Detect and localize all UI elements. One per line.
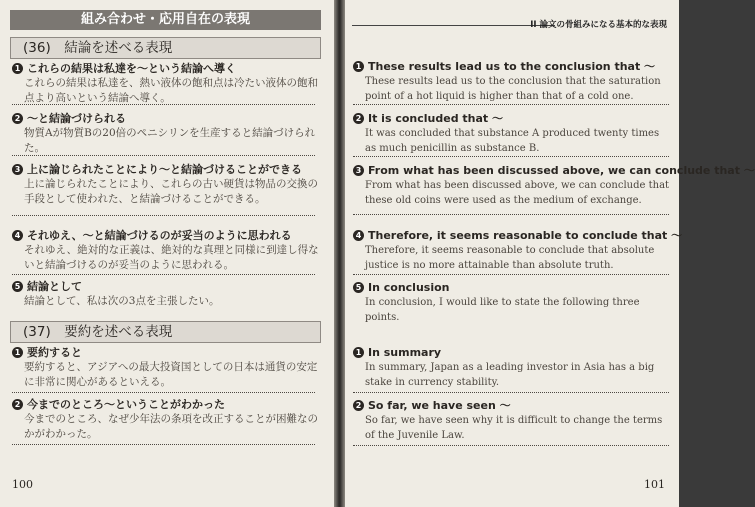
entry-en-7 — [353, 399, 671, 443]
running-head-text: II 論文の骨組みになる基本的な表現 — [530, 20, 667, 30]
entry-heading — [12, 280, 322, 294]
dotted-divider — [353, 214, 669, 215]
dotted-divider — [353, 445, 669, 446]
entry-heading — [353, 346, 671, 360]
entry-heading — [353, 112, 671, 126]
dotted-divider — [12, 215, 315, 216]
entry-phrase: 今までのところ〜ということがわかった — [27, 398, 225, 411]
entry-jp-36-5 — [12, 280, 322, 309]
right-page — [345, 0, 755, 507]
entry-en-1 — [353, 60, 671, 104]
chapter-band: 組み合わせ・応用自在の表現 — [10, 10, 321, 30]
entry-example: In conclusion, I would like to state the following three points. — [365, 297, 640, 323]
entry-phrase: So far, we have seen 〜 — [368, 399, 511, 412]
number-badge: 4 — [353, 230, 364, 241]
entry-phrase: Therefore, it seems reasonable to conclude that 〜 — [368, 229, 683, 242]
entry-phrase: It is concluded that 〜 — [368, 112, 503, 125]
entry-heading — [353, 164, 755, 178]
entry-heading — [353, 229, 683, 243]
entry-heading — [12, 398, 322, 412]
entry-jp-36-3 — [12, 163, 322, 207]
page-number: 101 — [644, 478, 665, 491]
section-heading-37: (37) 要約を述べる表現 — [10, 321, 321, 343]
entry-example: それゆえ、絶対的な正義は、絶対的な真理と同様に到達し得ないと結論づけるのが妥当のように思われる。 — [24, 244, 319, 271]
entry-phrase: In conclusion — [368, 281, 450, 294]
dotted-divider — [353, 156, 669, 157]
entry-heading — [12, 112, 322, 126]
entry-example: In summary, Japan as a leading investor in Asia has a big stake in currency stability. — [365, 362, 655, 388]
dotted-divider — [12, 155, 315, 156]
number-badge: 1 — [12, 347, 23, 358]
entry-heading — [353, 60, 671, 74]
entry-jp-36-4 — [12, 229, 322, 273]
number-badge: 1 — [353, 347, 364, 358]
number-badge: 4 — [12, 230, 23, 241]
dotted-divider — [353, 274, 669, 275]
entry-example: Therefore, it seems reasonable to conclude that absolute justice is no more attainable than absolute truth. — [365, 245, 655, 271]
entry-phrase: 上に論じられたことにより〜と結論づけることができる — [27, 163, 302, 176]
entry-example: これらの結果は私達を、熱い液体の飽和点は冷たい液体の飽和点より高いという結論へ導く。 — [24, 77, 318, 104]
entry-phrase: 結論として — [27, 280, 82, 293]
dotted-divider — [353, 392, 669, 393]
entry-example: So far, we have seen why it is difficult to change the terms of the Juvenile Law. — [365, 415, 663, 441]
dotted-divider — [12, 274, 315, 275]
entry-en-3 — [353, 164, 755, 208]
entry-phrase: これらの結果は私達を〜という結論へ導く — [27, 62, 236, 75]
dotted-divider — [12, 392, 315, 393]
entry-jp-36-2 — [12, 112, 322, 156]
entry-heading — [12, 163, 322, 177]
entry-phrase: From what has been discussed above, we can conclude that 〜 — [368, 164, 755, 177]
number-badge: 2 — [353, 113, 364, 124]
entry-example: From what has been discussed above, we can conclude that these old coins were used as the medium of exchange. — [365, 180, 670, 206]
entry-jp-37-1 — [12, 346, 322, 390]
number-badge: 5 — [12, 281, 23, 292]
entry-example: 結論として、私は次の3点を主張したい。 — [24, 295, 220, 307]
book-gutter — [334, 0, 345, 507]
entry-example: These results lead us to the conclusion that the saturation point of a hot liquid is higher than that of a cold one. — [365, 76, 661, 102]
entry-phrase: In summary — [368, 346, 442, 359]
entry-phrase: These results lead us to the conclusion that 〜 — [368, 60, 656, 73]
entry-phrase: 〜と結論づけられる — [27, 112, 126, 125]
number-badge: 2 — [12, 113, 23, 124]
running-head-rule — [352, 25, 555, 26]
number-badge: 3 — [353, 165, 364, 176]
entry-example: 上に論じられたことにより、これらの古い硬貨は物品の交換の手段として使われた、と結論づけることができる。 — [24, 178, 318, 205]
number-badge: 1 — [353, 61, 364, 72]
section-heading-36: (36) 結論を述べる表現 — [10, 37, 321, 59]
number-badge: 1 — [12, 63, 23, 74]
number-badge: 3 — [12, 164, 23, 175]
entry-en-5 — [353, 281, 671, 325]
entry-jp-36-1 — [12, 62, 322, 106]
dotted-divider — [353, 104, 669, 105]
entry-heading — [12, 62, 322, 76]
entry-example: 今までのところ、なぜ少年法の条項を改正することが困難なのかがわかった。 — [24, 413, 318, 440]
entry-jp-37-2 — [12, 398, 322, 442]
running-head — [352, 15, 667, 37]
entry-en-2 — [353, 112, 671, 156]
entry-example: It was concluded that substance A produced twenty times as much penicillin as substance B. — [365, 128, 660, 154]
entry-heading — [12, 346, 322, 360]
number-badge: 5 — [353, 282, 364, 293]
entry-example: 物質Aが物質Bの20倍のペニシリンを生産すると結論づけられた。 — [24, 127, 316, 154]
entry-en-4 — [353, 229, 683, 273]
dotted-divider — [12, 104, 315, 105]
entry-heading — [353, 281, 671, 295]
entry-heading — [353, 399, 671, 413]
entry-phrase: 要約すると — [27, 346, 82, 359]
entry-heading — [12, 229, 322, 243]
entry-en-6 — [353, 346, 671, 390]
number-badge: 2 — [353, 400, 364, 411]
number-badge: 2 — [12, 399, 23, 410]
left-page — [0, 0, 334, 507]
dotted-divider — [12, 444, 315, 445]
page-number: 100 — [12, 478, 33, 491]
entry-example: 要約すると、アジアへの最大投資国としての日本は通貨の安定に非常に関心があるといえる。 — [24, 361, 318, 388]
entry-phrase: それゆえ、〜と結論づけるのが妥当のように思われる — [27, 229, 292, 242]
